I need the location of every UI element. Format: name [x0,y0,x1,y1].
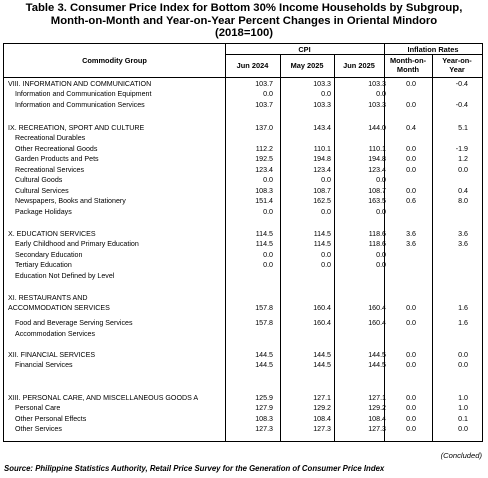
cell-yoy: 1.6 [458,319,468,327]
cell-jun2025: 129.2 [368,404,386,412]
cell-yoy: 1.0 [458,404,468,412]
cell-jun2024: 125.9 [255,394,273,402]
cell-yoy: 1.0 [458,394,468,402]
row-label: Other Personal Effects [15,415,87,423]
cell-may2025: 127.1 [313,394,331,402]
cell-jun2025: 118.6 [368,230,386,238]
cell-yoy: 0.1 [458,415,468,423]
cell-mom: 0.0 [406,166,416,174]
header-jun-2025: Jun 2025 [343,61,375,70]
cell-may2025: 0.0 [321,176,331,184]
cell-jun2024: 103.7 [255,80,273,88]
header-may-2025: May 2025 [290,61,324,70]
cell-jun2024: 108.3 [255,187,273,195]
cell-mom: 0.0 [406,351,416,359]
row-label: Recreational Services [15,166,84,174]
cell-jun2025: 0.0 [376,208,386,216]
cell-may2025: 123.4 [313,166,331,174]
table-row [4,260,482,271]
cell-yoy: 5.1 [458,124,468,132]
cell-may2025: 194.8 [313,155,331,163]
cell-may2025: 160.4 [313,304,331,312]
cell-jun2024: 114.5 [255,240,273,248]
table-row [4,154,482,165]
cell-may2025: 114.5 [313,230,331,238]
cell-jun2024: 112.2 [255,145,273,153]
row-label: Information and Communication Services [15,101,145,109]
cell-jun2024: 0.0 [263,208,273,216]
row-label: Cultural Goods [15,176,63,184]
header-year-on-year: Year-on- Year [442,56,472,74]
cell-may2025: 162.5 [313,197,331,205]
header-commodity-group: Commodity Group [82,56,147,65]
row-label: Personal Care [15,404,61,412]
cell-may2025: 127.3 [313,425,331,433]
cell-jun2025: 0.0 [376,261,386,269]
table-row [4,100,482,111]
table-row [4,89,482,100]
cell-jun2024: 108.3 [255,415,273,423]
row-label: VIII. INFORMATION AND COMMUNICATION [8,80,152,88]
cell-mom: 0.0 [406,394,416,402]
cell-jun2024: 127.9 [255,404,273,412]
cell-may2025: 160.4 [313,319,331,327]
cell-jun2025: 144.5 [368,351,386,359]
cell-jun2025: 144.5 [368,361,386,369]
cell-mom: 0.0 [406,187,416,195]
cell-mom: 0.0 [406,404,416,412]
title-line-2: Month-on-Month and Year-on-Year Percent Changes in Oriental Mindoro [50,14,438,27]
cell-jun2024: 123.4 [255,166,273,174]
cell-jun2025: 0.0 [376,90,386,98]
table-row [4,303,482,314]
cell-jun2024: 144.5 [255,361,273,369]
cell-jun2025: 0.0 [376,251,386,259]
title-line-3: (2018=100) [214,27,274,40]
cell-mom: 0.6 [406,197,416,205]
cell-yoy: 0.0 [458,361,468,369]
cell-jun2025: 0.0 [376,176,386,184]
row-label: Recreational Durables [15,134,86,142]
cell-jun2025: 127.3 [368,425,386,433]
concluded-note: (Concluded) [440,451,482,460]
cell-yoy: -0.4 [455,101,468,109]
row-label: Garden Products and Pets [15,155,99,163]
cell-may2025: 110.1 [313,145,331,153]
row-label: Education Not Defined by Level [15,272,115,280]
row-label: Other Services [15,425,62,433]
cell-jun2024: 103.7 [255,101,273,109]
cell-may2025: 0.0 [321,251,331,259]
cell-may2025: 143.4 [313,124,331,132]
cell-mom: 0.4 [406,124,416,132]
cell-mom: 3.6 [406,230,416,238]
cell-mom: 0.0 [406,319,416,327]
cell-may2025: 108.7 [313,187,331,195]
header-rule [225,54,482,55]
row-label: Early Childhood and Primary Education [15,240,139,248]
cell-jun2025: 118.6 [368,240,386,248]
row-label: Tertiary Education [15,261,72,269]
cell-jun2025: 160.4 [368,304,386,312]
cell-may2025: 129.2 [313,404,331,412]
cell-jun2025: 144.0 [368,124,386,132]
cell-jun2025: 163.5 [368,197,386,205]
cell-jun2024: 137.0 [255,124,273,132]
cell-mom: 0.0 [406,155,416,163]
cell-yoy: 8.0 [458,197,468,205]
row-label: XI. RESTAURANTS AND [8,294,88,302]
header-inflation-rates: Inflation Rates [407,45,459,54]
cell-jun2025: 103.3 [368,80,386,88]
cell-jun2024: 192.5 [255,155,273,163]
cell-jun2024: 157.8 [255,319,273,327]
table-row [4,403,482,414]
row-label: X. EDUCATION SERVICES [8,230,96,238]
cell-jun2024: 114.5 [255,230,273,238]
cell-jun2024: 0.0 [263,90,273,98]
cell-jun2025: 108.4 [368,415,386,423]
cell-yoy: 3.6 [458,230,468,238]
row-label: Food and Beverage Serving Services [15,319,133,327]
title-line-1: Table 3. Consumer Price Index for Bottom 30% Income Households by Subgroup, [25,2,463,14]
cell-yoy: 0.0 [458,351,468,359]
row-label: XIII. PERSONAL CARE, AND MISCELLANEOUS GOODS A [8,394,199,402]
cell-jun2024: 0.0 [263,261,273,269]
cell-may2025: 144.5 [313,351,331,359]
header-jun-2024: Jun 2024 [236,61,269,70]
cell-may2025: 0.0 [321,208,331,216]
cell-mom: 0.0 [406,80,416,88]
row-label: ACCOMMODATION SERVICES [8,304,110,312]
cell-yoy: 3.6 [458,240,468,248]
header-month-on-month: Month-on- Month [389,56,427,74]
cell-jun2025: 110.1 [368,145,386,153]
table-row [4,133,482,144]
cell-yoy: -0.4 [455,80,468,88]
cell-may2025: 103.3 [313,80,331,88]
cell-may2025: 108.4 [313,415,331,423]
cell-jun2025: 160.4 [368,319,386,327]
row-label: Secondary Education [15,251,83,259]
cell-jun2024: 0.0 [263,176,273,184]
cell-yoy: 1.6 [458,304,468,312]
table-row [4,329,482,340]
row-label: Accommodation Services [15,330,96,338]
cell-mom: 0.0 [406,101,416,109]
cell-mom: 0.0 [406,304,416,312]
cell-may2025: 114.5 [313,240,331,248]
cell-yoy: 0.0 [458,425,468,433]
cell-may2025: 103.3 [313,101,331,109]
cell-yoy: 0.4 [458,187,468,195]
table-row [4,424,482,435]
cell-jun2025: 194.8 [368,155,386,163]
header-cpi: CPI [298,45,311,54]
table-row [4,360,482,371]
source-note: Source: Philippine Statistics Authority, Retail Price Survey for the Generation of Consumer Price Index [4,464,385,473]
cell-may2025: 0.0 [321,90,331,98]
row-label: Other Recreational Goods [15,145,98,153]
cell-may2025: 144.5 [313,361,331,369]
cell-mom: 3.6 [406,240,416,248]
table-row [4,175,482,186]
cell-jun2025: 127.1 [368,394,386,402]
table-row [4,196,482,207]
row-label: IX. RECREATION, SPORT AND CULTURE [8,124,145,132]
row-label: Newspapers, Books and Stationery [15,197,126,205]
cell-jun2025: 103.3 [368,101,386,109]
cell-mom: 0.0 [406,361,416,369]
cell-jun2024: 151.4 [255,197,273,205]
cell-jun2025: 123.4 [368,166,386,174]
row-label: Information and Communication Equipment [15,90,152,98]
row-label: XII. FINANCIAL SERVICES [8,351,96,359]
row-label: Financial Services [15,361,73,369]
table-row [4,318,482,329]
cell-mom: 0.0 [406,145,416,153]
table-row [4,239,482,250]
cell-yoy: 1.2 [458,155,468,163]
cell-may2025: 0.0 [321,261,331,269]
cell-jun2024: 157.8 [255,304,273,312]
table-row [4,207,482,218]
row-label: Package Holidays [15,208,72,216]
header-bottom-rule [4,77,482,78]
table-title [0,2,488,40]
cell-mom: 0.0 [406,415,416,423]
cell-mom: 0.0 [406,425,416,433]
cell-yoy: 0.0 [458,166,468,174]
cell-jun2025: 108.7 [368,187,386,195]
cell-yoy: -1.9 [455,145,468,153]
row-label: Cultural Services [15,187,69,195]
table-row [4,271,482,282]
cell-jun2024: 127.3 [255,425,273,433]
cell-jun2024: 144.5 [255,351,273,359]
cell-jun2024: 0.0 [263,251,273,259]
cpi-table [3,43,483,442]
